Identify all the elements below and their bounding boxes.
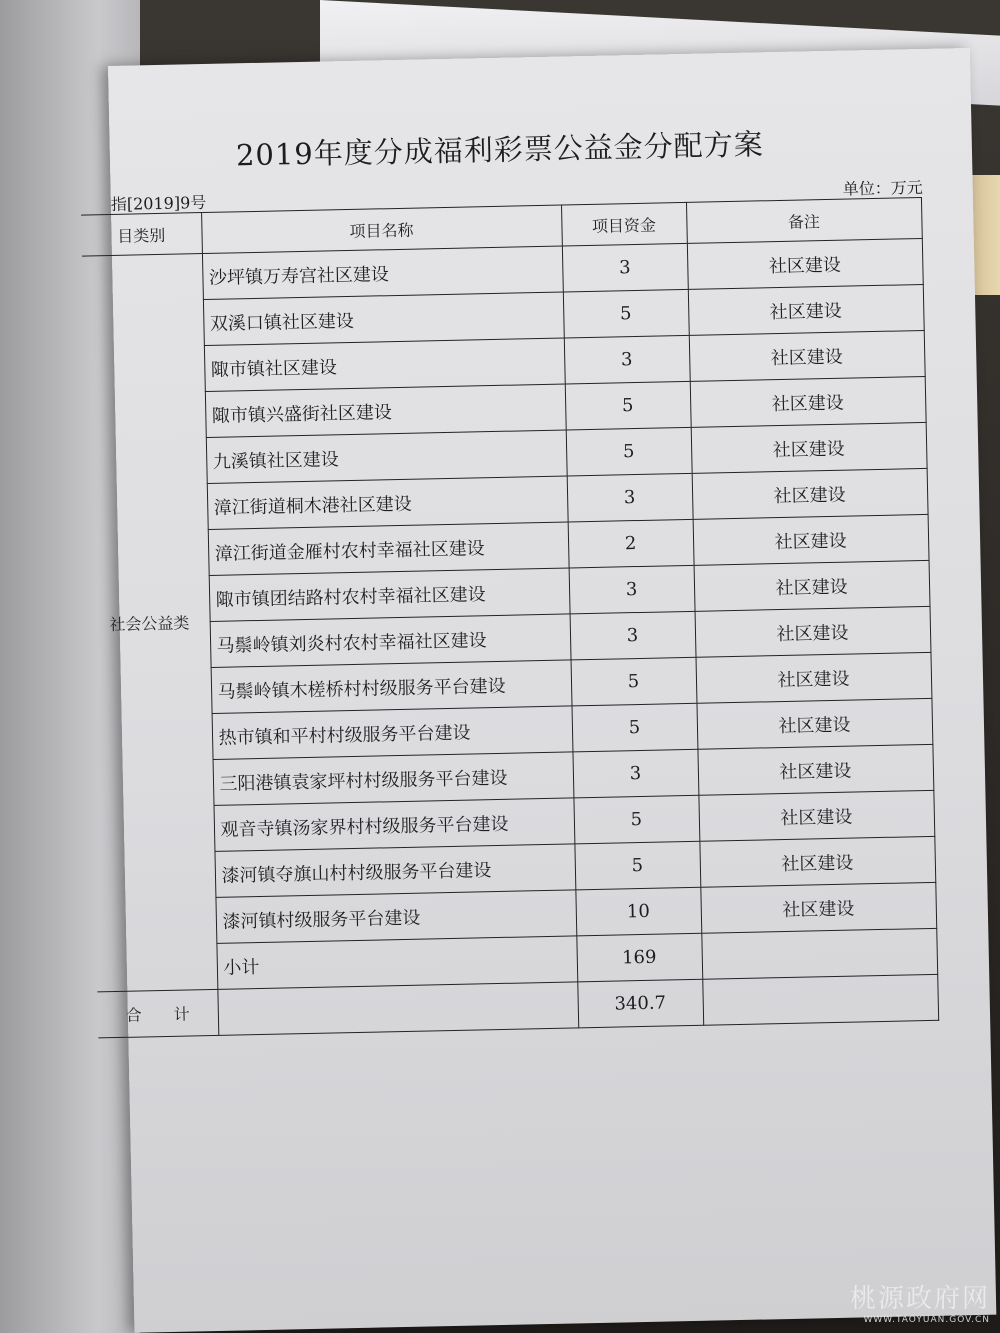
document-title: 2019年度分成福利彩票公益金分配方案 [235, 127, 765, 173]
row-fund: 2 [568, 519, 694, 568]
row-name: 三阳港镇袁家坪村村级服务平台建设 [213, 752, 574, 806]
row-fund: 5 [572, 703, 698, 752]
row-name: 观音寺镇汤家界村村级服务平台建设 [214, 798, 575, 852]
subtotal-note [701, 928, 937, 979]
watermark-site-name: 桃源政府网 [849, 1284, 990, 1314]
category-cell: 社会公益类 [82, 254, 217, 992]
row-name: 马鬃岭镇刘炎村农村幸福社区建设 [210, 614, 571, 668]
row-fund: 5 [563, 289, 689, 338]
total-label: 合 计 [97, 989, 218, 1038]
subtotal-label: 小计 [216, 936, 577, 990]
document-page [108, 48, 996, 1333]
row-fund: 3 [567, 473, 693, 522]
unit-label: 单位：万元 [842, 177, 923, 199]
row-note: 社区建设 [693, 514, 929, 565]
allocation-table [81, 197, 939, 1038]
row-note: 社区建设 [688, 284, 924, 335]
row-name: 漆河镇夺旗山村村级服务平台建设 [214, 844, 575, 898]
row-fund: 5 [573, 795, 699, 844]
row-name: 马鬃岭镇木槎桥村村级服务平台建设 [211, 660, 572, 714]
row-name: 漆河镇村级服务平台建设 [215, 890, 576, 944]
row-note: 社区建设 [689, 330, 925, 381]
site-watermark [850, 1278, 990, 1325]
row-note: 社区建设 [695, 606, 931, 657]
row-note: 社区建设 [699, 836, 935, 887]
row-fund: 3 [569, 565, 695, 614]
row-fund: 5 [566, 427, 692, 476]
row-note: 社区建设 [690, 376, 926, 427]
total-name [217, 982, 578, 1036]
row-note: 社区建设 [696, 652, 932, 703]
row-fund: 3 [572, 749, 698, 798]
row-fund: 3 [562, 243, 688, 292]
header-note: 备注 [686, 198, 922, 244]
row-fund: 3 [564, 335, 690, 384]
row-fund: 5 [571, 657, 697, 706]
row-note: 社区建设 [700, 882, 936, 933]
row-fund: 10 [575, 887, 701, 936]
header-category: 目类别 [81, 213, 202, 257]
row-note: 社区建设 [697, 744, 933, 795]
total-fund: 340.7 [577, 979, 703, 1028]
row-name: 热市镇和平村村级服务平台建设 [212, 706, 573, 760]
row-name: 漳江街道桐木港社区建设 [207, 476, 568, 530]
row-note: 社区建设 [696, 698, 932, 749]
row-note: 社区建设 [694, 560, 930, 611]
row-note: 社区建设 [691, 422, 927, 473]
row-name: 漳江街道金雁村农村幸福社区建设 [208, 522, 569, 576]
row-fund: 5 [574, 841, 700, 890]
row-fund: 5 [565, 381, 691, 430]
header-name: 项目名称 [201, 205, 562, 254]
header-fund: 项目资金 [561, 202, 687, 246]
row-name: 陬市镇社区建设 [204, 338, 565, 392]
row-note: 社区建设 [687, 238, 923, 289]
document-number: 指[2019]9号 [110, 192, 207, 214]
subtotal-fund: 169 [576, 933, 702, 982]
row-name: 沙坪镇万寿宫社区建设 [202, 246, 563, 300]
row-fund: 3 [570, 611, 696, 660]
row-note: 社区建设 [692, 468, 928, 519]
row-name: 九溪镇社区建设 [206, 430, 567, 484]
row-name: 双溪口镇社区建设 [203, 292, 564, 346]
watermark-site-url: WWW.TAOYUAN.GOV.CN [863, 1315, 990, 1325]
row-note: 社区建设 [698, 790, 934, 841]
table-body [82, 238, 938, 1037]
total-note [702, 974, 938, 1025]
row-name: 陬市镇兴盛街社区建设 [205, 384, 566, 438]
row-name: 陬市镇团结路村农村幸福社区建设 [209, 568, 570, 622]
